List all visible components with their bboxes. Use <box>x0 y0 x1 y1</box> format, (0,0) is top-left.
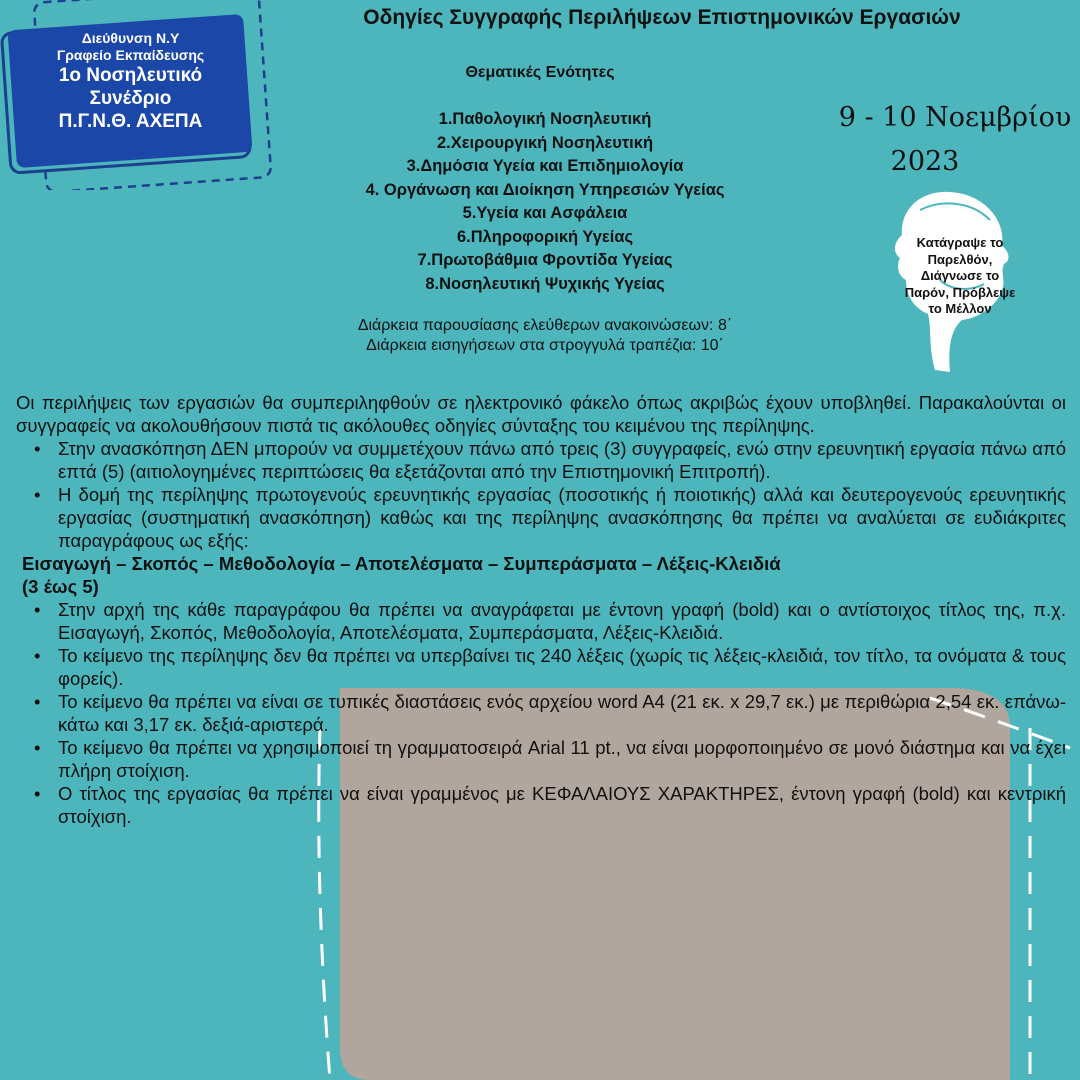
sections-line-1: Εισαγωγή – Σκοπός – Μεθοδολογία – Αποτελέσματα – Συμπεράσματα – Λέξεις-Κλειδιά <box>22 553 781 574</box>
logo-line-5: Π.Γ.Ν.Θ. ΑΧΕΠΑ <box>58 111 203 132</box>
list-item: • Το κείμενο θα πρέπει να χρησιμοποιεί τη γραμματοσειρά Arial 11 pt., να είναι μορφοποιημένο σε μονό διάστημα και να έχει πλήρη στοίχιση. <box>58 736 1066 782</box>
topic-item: 2.Χειρουργική Νοσηλευτική <box>436 133 654 152</box>
conference-dates: 9 - 10 Νοεμβρίου <box>838 102 1072 133</box>
logo-line-2: Γραφείο Εκπαίδευσης <box>56 47 205 63</box>
duration-free: Διάρκεια παρουσίασης ελεύθερων ανακοινώσεων: 8΄ <box>357 317 733 334</box>
sections-line <box>16 552 1066 598</box>
list-item: • Ο τίτλος της εργασίας θα πρέπει να είναι γραμμένος με ΚΕΦΑΛΑΙΟΥΣ ΧΑΡΑΚΤΗΡΕΣ, έντονη γραφή (bold) και κεντρική στοίχιση. <box>58 782 1066 828</box>
list-item: • Στην ανασκόπηση ΔΕΝ μπορούν να συμμετέχουν πάνω από τρεις (3) συγγραφείς, ενώ στην ερευνητική εργασία πάνω από επτά (5) (αιτιολογημένες περιπτώσεις θα εξετάζονται από την Επιστημονική Επιτροπή). <box>58 437 1066 483</box>
conference-year: 2023 <box>890 146 960 177</box>
intro-paragraph: Οι περιλήψεις των εργασιών θα συμπεριληφθούν σε ηλεκτρονικό φάκελο όπως ακριβώς έχουν υποβληθεί. Παρακαλούνται οι συγγραφείς να ακολουθήσουν πιστά τις ακόλουθες οδηγίες σύνταξης του κειμένου της περίληψης. <box>16 392 1066 436</box>
motto <box>880 235 1040 318</box>
topic-item: 5.Υγεία και Ασφάλεια <box>462 204 628 222</box>
motto-line: Παρόν, Πρόβλεψε <box>904 284 1016 300</box>
list-item: • Το κείμενο της περίληψης δεν θα πρέπει να υπερβαίνει τις 240 λέξεις (χωρίς τις λέξεις-κλειδιά, τον τίτλο, τα ονόματα & τους φορείς). <box>58 644 1066 690</box>
guidelines-body <box>16 391 1066 828</box>
topics-list <box>295 108 795 296</box>
logo-line-4: Συνέδριο <box>89 88 172 109</box>
duration-round: Διάρκεια εισηγήσεων στα στρογγυλά τραπέζια: 10΄ <box>366 337 724 354</box>
page-title: Οδηγίες Συγγραφής Περιλήψεων Επιστημονικών Εργασιών <box>363 6 961 29</box>
list-item: • Το κείμενο θα πρέπει να είναι σε τυπικές διαστάσεις ενός αρχείου word A4 (21 εκ. x 29,7 εκ.) με περιθώρια 2,54 εκ. επάνω-κάτω και 3,17 εκ. δεξιά-αριστερά. <box>58 690 1066 736</box>
durations <box>295 316 795 356</box>
sections-line-2: (3 έως 5) <box>22 576 99 597</box>
motto-line: Διάγνωσε το <box>920 268 1000 283</box>
logo-line-3: 1ο Νοσηλευτικό <box>58 65 203 86</box>
topic-item: 4. Οργάνωση και Διοίκηση Υπηρεσιών Υγείας <box>365 180 725 199</box>
topic-item: 6.Πληροφορική Υγείας <box>456 227 634 246</box>
bullet-list-b <box>16 598 1066 828</box>
logo-line-1: Διεύθυνση Ν.Υ <box>81 30 180 46</box>
motto-line: Παρελθόν, <box>927 251 993 267</box>
bullet-list-a <box>16 437 1066 552</box>
topic-item: 1.Παθολογική Νοσηλευτική <box>438 110 652 128</box>
topic-item: 3.Δημόσια Υγεία και Επιδημιολογία <box>406 157 684 175</box>
topics-heading: Θεματικές Ενότητες <box>465 64 615 81</box>
list-item: • Η δομή της περίληψης πρωτογενούς ερευνητικής εργασίας (ποσοτικής ή ποιοτικής) αλλά και δευτερογενούς ερευνητικής εργασίας (συστηματική ανασκόπηση) καθώς και της περίληψης ανασκόπησης θα πρέπει να αναλύεται σε ευδιάκριτες παραγράφους ως εξής: <box>58 483 1066 552</box>
list-item: • Στην αρχή της κάθε παραγράφου θα πρέπει να αναγράφεται με έντονη γραφή (bold) και ο αντίστοιχος τίτλος της, π.χ. Εισαγωγή, Σκοπός, Μεθοδολογία, Αποτελέσματα, Συμπεράσματα, Λέξεις-Κλειδιά. <box>58 598 1066 644</box>
motto-line: Κατάγραψε το <box>916 235 1004 250</box>
logo-text <box>18 30 243 133</box>
topic-item: 7.Πρωτοβάθμια Φροντίδα Υγείας <box>417 251 673 269</box>
logo-box <box>0 0 275 190</box>
motto-line: το Μέλλον <box>928 301 992 316</box>
topic-item: 8.Νοσηλευτική Ψυχικής Υγείας <box>425 274 665 293</box>
